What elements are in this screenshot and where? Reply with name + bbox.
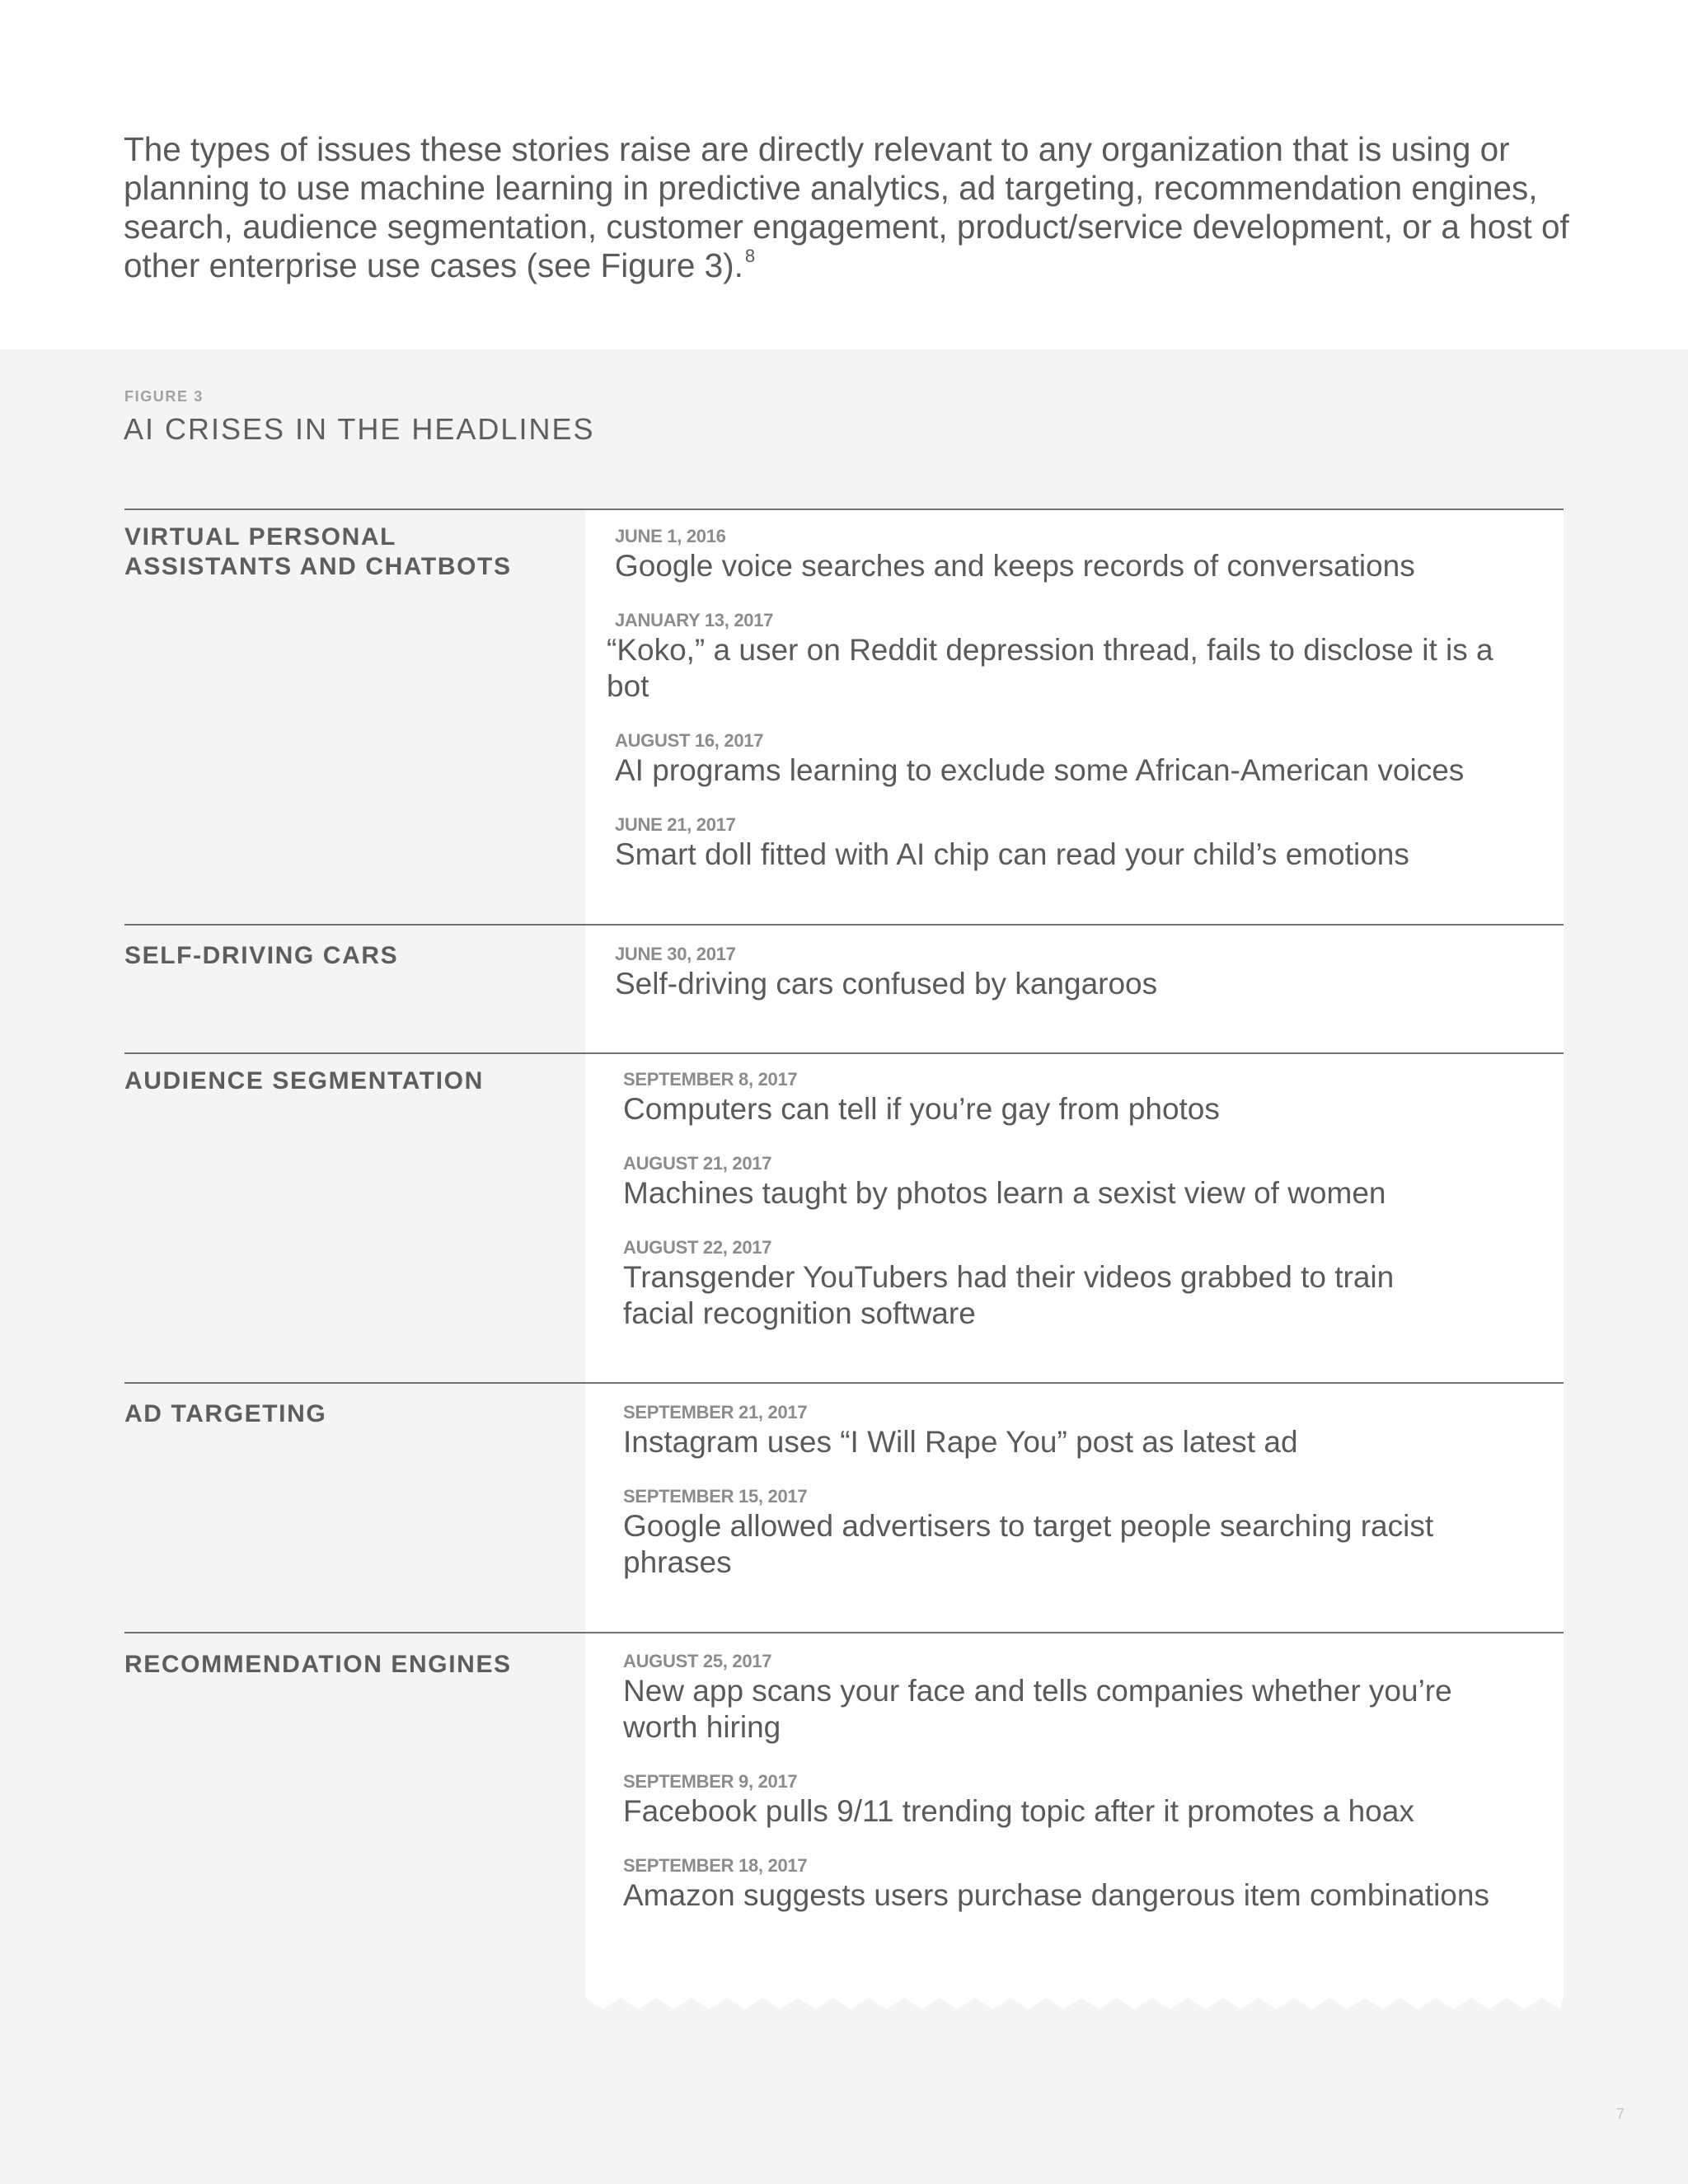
entry-headline: “Koko,” a user on Reddit depression thread, fails to disclose it is a bot xyxy=(607,633,1493,703)
entry-headline: Computers can tell if you’re gay from photos xyxy=(623,1092,1220,1126)
section-divider xyxy=(124,1632,1564,1633)
entry-date: JANUARY 13, 2017 xyxy=(615,610,774,630)
intro-paragraph xyxy=(124,130,1574,285)
headline-entry xyxy=(623,1069,1554,1127)
entry-date: SEPTEMBER 21, 2017 xyxy=(623,1402,808,1422)
entry-headline: Facebook pulls 9/11 trending topic after it promotes a hoax xyxy=(623,1794,1414,1828)
entry-headline: Amazon suggests users purchase dangerous item combinations xyxy=(623,1878,1489,1912)
entry-date: JUNE 30, 2017 xyxy=(615,944,736,964)
category-recommendation-engines: RECOMMENDATION ENGINES xyxy=(124,1651,512,1678)
headline-entry xyxy=(615,814,1546,873)
headline-entry xyxy=(623,1651,1554,1746)
entry-date: SEPTEMBER 15, 2017 xyxy=(623,1486,808,1507)
headline-entry xyxy=(615,730,1546,789)
entry-headline: Machines taught by photos learn a sexist view of women xyxy=(623,1176,1386,1210)
section-divider xyxy=(124,1382,1564,1384)
entry-date: AUGUST 16, 2017 xyxy=(615,730,764,751)
entry-date: AUGUST 22, 2017 xyxy=(623,1237,772,1258)
headline-entry xyxy=(623,1855,1554,1914)
section-divider xyxy=(124,924,1564,926)
headline-entry xyxy=(623,1237,1554,1332)
category-ad-targeting: AD TARGETING xyxy=(124,1400,327,1427)
torn-edge-decoration xyxy=(585,1990,1564,2013)
category-audience-segmentation: AUDIENCE SEGMENTATION xyxy=(124,1067,484,1094)
headline-entry xyxy=(623,1153,1554,1212)
category-virtual-assistants: VIRTUAL PERSONAL ASSISTANTS AND CHATBOTS xyxy=(124,523,512,580)
footnote-marker: 8 xyxy=(744,246,756,266)
figure-label: FIGURE 3 xyxy=(124,388,204,405)
entry-headline: Self-driving cars confused by kangaroos xyxy=(615,967,1158,1001)
headline-entry xyxy=(615,526,1546,584)
headline-entry xyxy=(607,610,1538,705)
entry-date: JUNE 21, 2017 xyxy=(615,814,736,835)
entry-date: SEPTEMBER 18, 2017 xyxy=(623,1855,808,1876)
entry-headline: AI programs learning to exclude some African-American voices xyxy=(615,753,1465,787)
headline-entry xyxy=(623,1486,1554,1581)
headline-entry xyxy=(623,1771,1554,1830)
intro-text: The types of issues these stories raise are directly relevant to any organization that is using or planning to use machine learning in predictive analytics, ad targeting, recommendation engines, search, audience segmentation, customer engagement, product/service development, or a host of other enterprise use cases (see Figure 3). xyxy=(124,130,1569,284)
headline-entry xyxy=(623,1402,1554,1460)
entry-date: AUGUST 21, 2017 xyxy=(623,1153,772,1174)
entry-headline: Smart doll fitted with AI chip can read your child’s emotions xyxy=(615,837,1409,871)
entry-date: SEPTEMBER 8, 2017 xyxy=(623,1069,798,1090)
entry-headline: Transgender YouTubers had their videos grabbed to train facial recognition software xyxy=(623,1260,1395,1330)
entry-headline: Google allowed advertisers to target people searching racist phrases xyxy=(623,1509,1434,1579)
entry-date: JUNE 1, 2016 xyxy=(615,526,726,546)
headline-entry xyxy=(615,944,1546,1002)
entry-date: AUGUST 25, 2017 xyxy=(623,1651,772,1671)
entry-date: SEPTEMBER 9, 2017 xyxy=(623,1771,798,1792)
entry-headline: Instagram uses “I Will Rape You” post as latest ad xyxy=(623,1425,1298,1459)
figure-title: AI CRISES IN THE HEADLINES xyxy=(124,412,595,446)
entry-headline: Google voice searches and keeps records of conversations xyxy=(615,549,1415,583)
section-divider xyxy=(124,509,1564,510)
page-number: 7 xyxy=(1616,2106,1625,2122)
category-self-driving-cars: SELF-DRIVING CARS xyxy=(124,942,399,969)
entry-headline: New app scans your face and tells companies whether you’re worth hiring xyxy=(623,1674,1452,1744)
section-divider xyxy=(124,1052,1564,1054)
